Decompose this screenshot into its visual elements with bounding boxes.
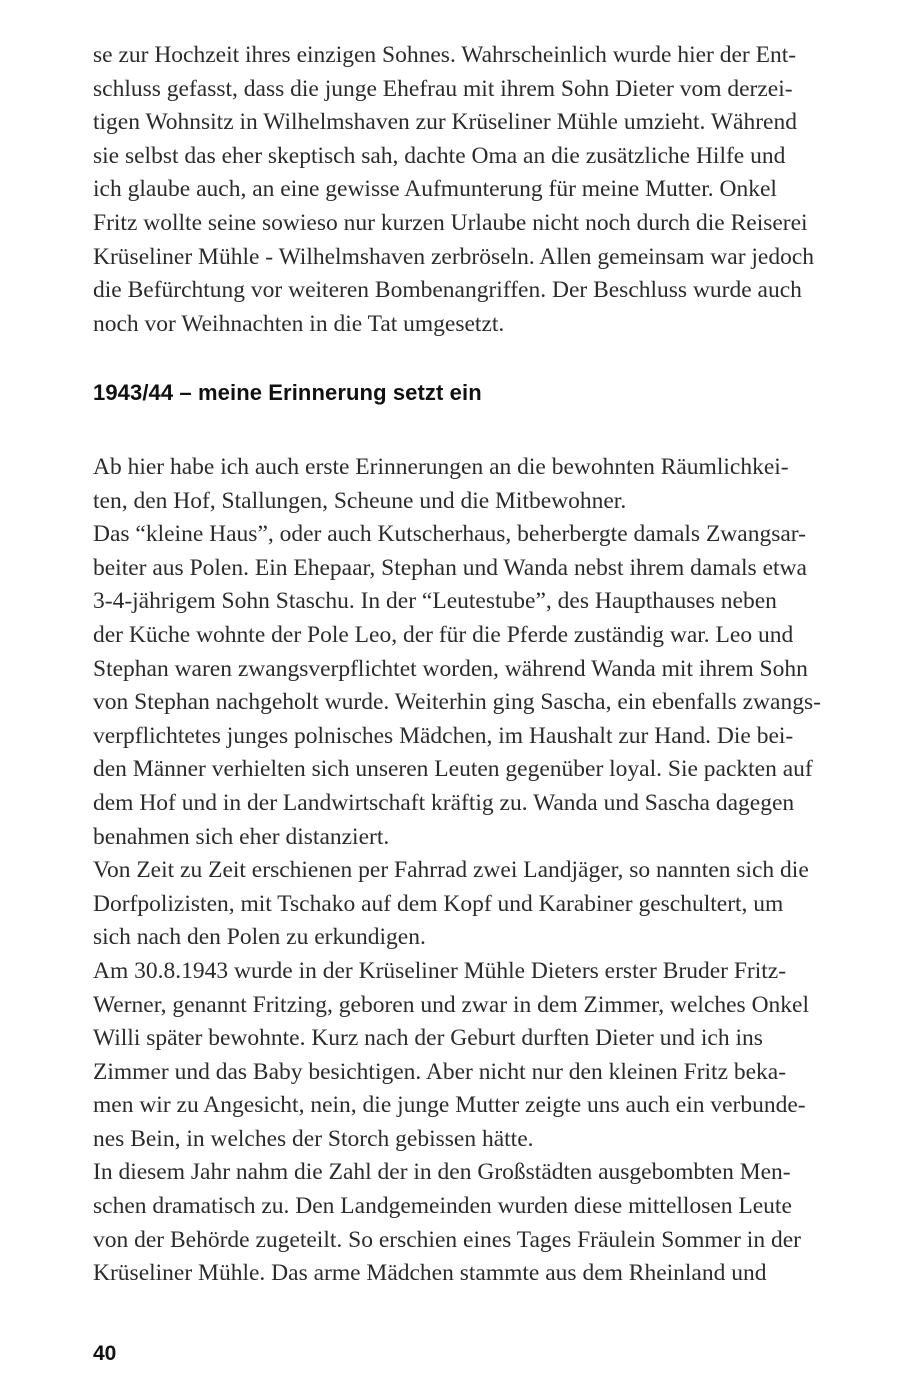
section-heading: 1943/44 – meine Erinnerung setzt ein xyxy=(93,380,482,405)
intro-paragraph: se zur Hochzeit ihres einzigen Sohnes. Wahrscheinlich wurde hier der Ent- schluss gefasst, dass die junge Ehefrau mit ihrem Sohn Dieter vom derzei- tigen Wohnsitz in Wilhelmshaven zur Krüseliner Mühle umzieht. Während sie selbst das eher skeptisch sah, dachte Oma an die zusätzliche Hilfe und ich glaube auch, an eine gewisse Aufmunterung für meine Mutter. Onkel Fritz wollte seine sowieso nur kurzen Urlaube nicht noch durch die Reiserei Krüseliner Mühle - Wilhelmshaven zerbröseln. Allen gemeinsam war jedoch die Befürchtung vor weiteren Bombenangriffen. Der Beschluss wurde auch noch vor Weihnachten in die Tat umgesetzt. xyxy=(93,42,815,337)
main-text-block xyxy=(93,451,853,1291)
intro-text-block xyxy=(93,39,853,341)
paragraph-birth: Am 30.8.1943 wurde in der Krüseliner Mühle Dieters erster Bruder Fritz- Werner, genannt Fritzing, geboren und zwar in dem Zimmer, welches Onkel Willi später bewohnte. Kurz nach der Geburt durften Dieter und ich ins Zimmer und das Baby besichtigen. Aber nicht nur den kleinen Fritz beka- men wir zu Angesicht, nein, die junge Mutter zeigte uns auch ein verbunde- nes Bein, in welches der Storch gebissen hätte. xyxy=(93,957,810,1152)
paragraph-small-house: Das “kleine Haus”, oder auch Kutscherhaus, beherbergte damals Zwangsar- beiter aus Polen. Ein Ehepaar, Stephan und Wanda nebst ihrem damals etwa 3-4-jährigem Sohn Staschu. In der “Leutestube”, des Haupthauses neben der Küche wohnte der Pole Leo, der für die Pferde zuständig war. Leo und Stephan waren zwangsverpflichtet worden, während Wanda mit ihrem Sohn von Stephan nachgeholt wurde. Weiterhin ging Sascha, ein ebenfalls zwangs- verpflichtetes junges polnisches Mädchen, im Haushalt zur Hand. Die bei- den Männer verhielten sich unseren Leuten gegenüber loyal. Sie packten auf dem Hof und in der Landwirtschaft kräftig zu. Wanda und Sascha dagegen benahmen sich eher distanziert. xyxy=(93,521,821,850)
paragraph-landjaeger: Von Zeit zu Zeit erschienen per Fahrrad zwei Landjäger, so nannten sich die Dorfpolizisten, mit Tschako auf dem Kopf und Karabiner geschultert, um sich nach den Polen zu erkundigen. xyxy=(93,857,809,951)
page-number: 40 xyxy=(93,1342,117,1365)
paragraph-bombed-out: In diesem Jahr nahm die Zahl der in den Großstädten ausgebombten Men- schen dramatisch zu. Den Landgemeinden wurden diese mittellosen Leute von der Behörde zugeteilt. So erschien eines Tages Fräulein Sommer in der Krüseliner Mühle. Das arme Mädchen stammte aus dem Rheinland und xyxy=(93,1159,801,1287)
paragraph-memories: Ab hier habe ich auch erste Erinnerungen an die bewohnten Räumlichkei- ten, den Hof, Stallungen, Scheune und die Mitbewohner. xyxy=(93,454,789,514)
